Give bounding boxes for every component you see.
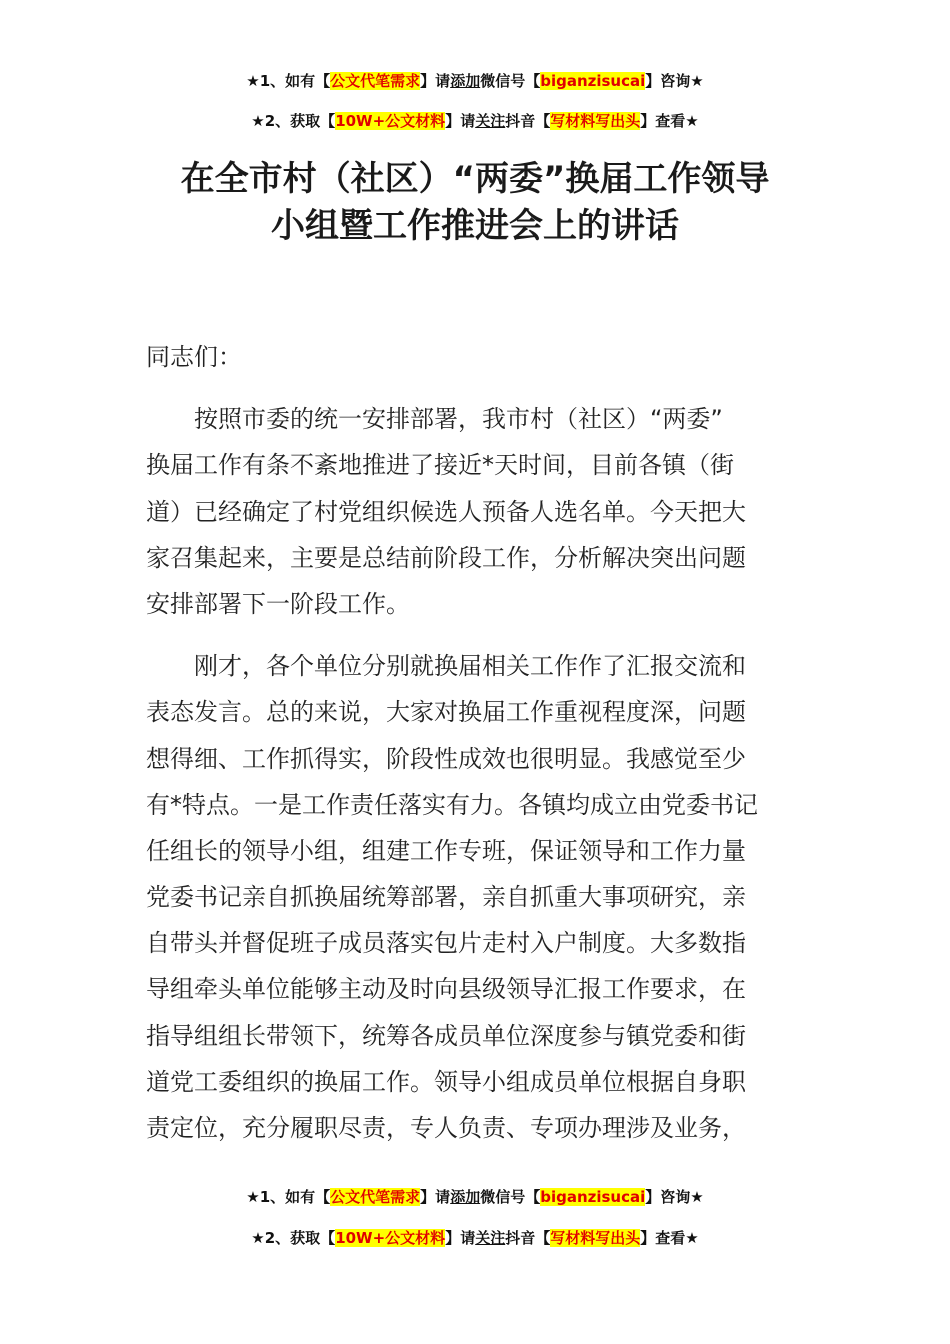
paragraph-line: 按照市委的统一安排部署，我市村（社区）“两委”: [146, 405, 723, 434]
paragraph-line: 表态发言。总的来说，大家对换届工作重视程度深，问题: [146, 698, 746, 727]
bottom-banner-line-2: [0, 1227, 950, 1248]
banner-text: 】咨询★: [645, 1188, 704, 1206]
banner-text: 微信号【: [480, 72, 541, 90]
banner-text: 抖音【: [505, 112, 551, 130]
banner-text: 微信号【: [480, 1188, 541, 1206]
title-line-1: 在全市村（社区）“两委”换届工作领导: [180, 159, 770, 199]
banner-highlight: 写材料写出头: [550, 112, 641, 130]
banner-underline: 关注: [475, 112, 506, 130]
banner-text: 抖音【: [505, 1229, 551, 1247]
banner-text: 】请: [420, 1188, 451, 1206]
banner-text: ★1、如有【: [246, 72, 331, 90]
paragraph-line: 有*特点。一是工作责任落实有力。各镇均成立由党委书记: [146, 790, 758, 819]
paragraph-line: 道党工委组织的换届工作。领导小组成员单位根据自身职: [146, 1067, 746, 1096]
banner-highlight: biganzisucai: [540, 72, 646, 90]
paragraph-line: 责定位，充分履职尽责，专人负责、专项办理涉及业务，: [146, 1114, 746, 1142]
banner-highlight: 公文代笔需求: [330, 1188, 421, 1206]
banner-highlight: 10W+公文材料: [335, 112, 446, 130]
banner-underline: 添加: [450, 72, 481, 90]
paragraph-line: 自带头并督促班子成员落实包片走村入户制度。大多数指: [146, 929, 746, 958]
banner-text: ★2、获取【: [251, 112, 336, 130]
banner-highlight: 10W+公文材料: [335, 1229, 446, 1247]
paragraph-line: 想得细、工作抓得实，阶段性成效也很明显。我感觉至少: [146, 744, 746, 773]
banner-highlight: 写材料写出头: [550, 1229, 641, 1247]
paragraph-1: [146, 396, 808, 627]
paragraph-2: [146, 643, 808, 1151]
banner-highlight: biganzisucai: [540, 1188, 646, 1206]
banner-text: ★2、获取【: [251, 1229, 336, 1247]
paragraph-line: 导组牵头单位能够主动及时向县级领导汇报工作要求，在: [146, 975, 746, 1004]
title-line-2: 小组暨工作推进会上的讲话: [271, 206, 679, 246]
top-banner-line-1: [0, 70, 950, 91]
paragraph-line: 指导组组长带领下，统筹各成员单位深度参与镇党委和街: [146, 1021, 746, 1050]
paragraph-line: 党委书记亲自抓换届统筹部署，亲自抓重大事项研究，亲: [146, 883, 746, 912]
paragraph-line: 安排部署下一阶段工作。: [146, 589, 410, 618]
top-banner-line-2: [0, 110, 950, 131]
banner-highlight: 公文代笔需求: [330, 72, 421, 90]
salutation: 同志们：: [146, 343, 242, 371]
paragraph-line: 家召集起来，主要是总结前阶段工作，分析解决突出问题: [146, 543, 746, 572]
paragraph-line: 道）已经确定了村党组织候选人预备人选名单。今天把大: [146, 497, 746, 526]
banner-underline: 关注: [475, 1229, 506, 1247]
document-body: [146, 334, 808, 1151]
banner-text: 】查看★: [640, 1229, 699, 1247]
paragraph-line: 任组长的领导小组，组建工作专班，保证领导和工作力量: [146, 836, 746, 865]
bottom-banner-line-1: [0, 1186, 950, 1207]
banner-text: 】请: [445, 112, 476, 130]
banner-underline: 添加: [450, 1188, 481, 1206]
banner-text: ★1、如有【: [246, 1188, 331, 1206]
banner-text: 】查看★: [640, 112, 699, 130]
document-title: [0, 156, 950, 250]
paragraph-line: 刚才，各个单位分别就换届相关工作作了汇报交流和: [146, 652, 746, 681]
banner-text: 】请: [420, 72, 451, 90]
banner-text: 】请: [445, 1229, 476, 1247]
paragraph-line: 换届工作有条不紊地推进了接近*天时间，目前各镇（街: [146, 451, 734, 480]
banner-text: 】咨询★: [645, 72, 704, 90]
